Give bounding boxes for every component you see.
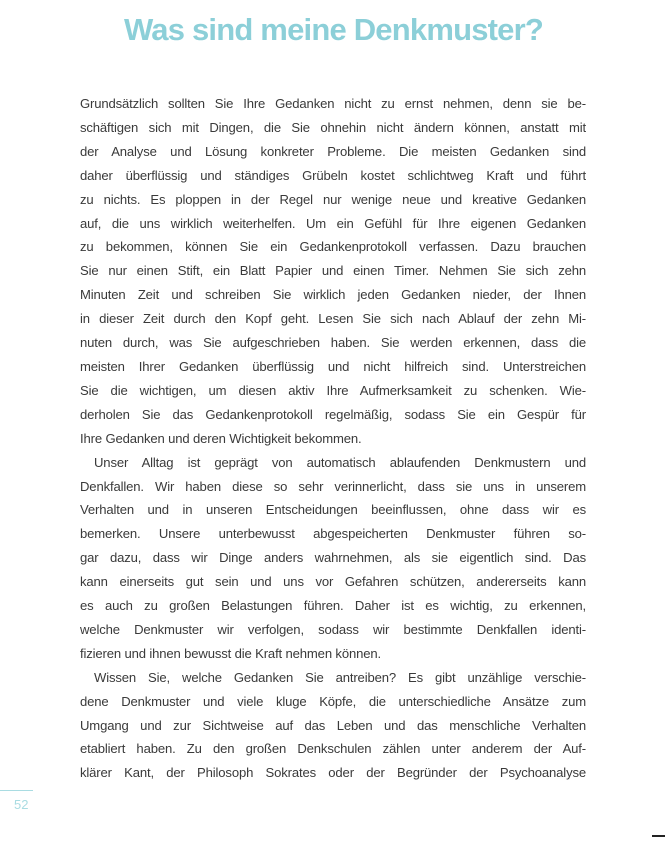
- text-line: dene Denkmuster und viele kluge Köpfe, die unterschiedliche Ansätze zum: [80, 693, 586, 709]
- page-title: Was sind meine Denkmuster?: [123, 12, 544, 47]
- text-line: Umgang und zur Sichtweise auf das Leben und das menschliche Verhalten: [80, 717, 586, 733]
- text-line: fizieren und ihnen bewusst die Kraft nehmen können.: [80, 645, 381, 661]
- text-line: bemerken. Unsere unterbewusst abgespeicherten Denkmuster führen so-: [80, 526, 586, 542]
- text-line: Grundsätzlich sollten Sie Ihre Gedanken nicht zu ernst nehmen, denn sie be-: [80, 96, 586, 111]
- text-line: auf, die uns wirklich weiterhelfen. Um ein Gefühl für Ihre eigenen Gedanken: [80, 215, 586, 231]
- text-line: Verhalten und in unseren Entscheidungen beeinflussen, ohne dass wir es: [80, 502, 586, 518]
- text-line: klärer Kant, der Philosoph Sokrates oder der Begründer der Psychoanalyse: [80, 765, 586, 781]
- text-line: etabliert haben. Zu den großen Denkschulen zählen unter anderem der Auf-: [80, 741, 586, 757]
- text-line: meisten Ihrer Gedanken überflüssig und nicht hilfreich sind. Unterstreichen: [80, 358, 586, 374]
- text-line: in dieser Zeit durch den Kopf geht. Lesen Sie sich nach Ablauf der zehn Mi-: [80, 311, 586, 327]
- text-line: Wissen Sie, welche Gedanken Sie antreiben? Es gibt unzählige verschie-: [94, 669, 586, 685]
- text-line: welche Denkmuster wir verfolgen, sodass wir bestimmte Denkfallen identi-: [80, 621, 586, 637]
- text-line: derholen Sie das Gedankenprotokoll regelmäßig, sodass Sie ein Gespür für: [80, 406, 586, 422]
- text-line: Denkfallen. Wir haben diese so sehr verinnerlicht, dass sie uns in unserem: [80, 478, 586, 494]
- page-number: 52: [14, 797, 29, 812]
- text-line: schäftigen sich mit Dingen, die Sie ohnehin nicht ändern können, anstatt mit: [80, 119, 586, 135]
- text-line: daher überflüssig und ständiges Grübeln kostet schlichtweg Kraft und führt: [80, 167, 586, 183]
- page-number-rule: [0, 790, 33, 791]
- text-line: zu nichts. Es ploppen in der Regel nur wenige neue und kreative Gedanken: [80, 191, 586, 207]
- text-line: Unser Alltag ist geprägt von automatisch ablaufenden Denkmustern und: [94, 454, 586, 470]
- text-line: es auch zu großen Belastungen führen. Daher ist es wichtig, zu erkennen,: [80, 598, 586, 614]
- text-line: zu bekommen, können Sie ein Gedankenprotokoll verfassen. Dazu brauchen: [80, 239, 586, 255]
- text-line: Sie die wichtigen, um diesen aktiv Ihre Aufmerksamkeit zu schenken. Wie-: [80, 382, 586, 398]
- corner-dash: [652, 835, 665, 837]
- text-line: kann einerseits gut sein und uns vor Gefahren schützen, andererseits kann: [80, 574, 586, 590]
- text-line: Minuten Zeit und schreiben Sie wirklich jeden Gedanken nieder, der Ihnen: [80, 287, 586, 303]
- text-line: Ihre Gedanken und deren Wichtigkeit bekommen.: [80, 430, 362, 446]
- text-line: gar dazu, dass wir Dinge anders wahrnehmen, als sie eigentlich sind. Das: [80, 550, 586, 566]
- text-line: nuten durch, was Sie aufgeschrieben haben. Sie werden erkennen, dass die: [80, 335, 586, 351]
- text-line: der Analyse und Lösung konkreter Probleme. Die meisten Gedanken sind: [80, 143, 586, 159]
- text-line: Sie nur einen Stift, ein Blatt Papier und einen Timer. Nehmen Sie sich zehn: [80, 263, 586, 279]
- body-text: [80, 92, 586, 785]
